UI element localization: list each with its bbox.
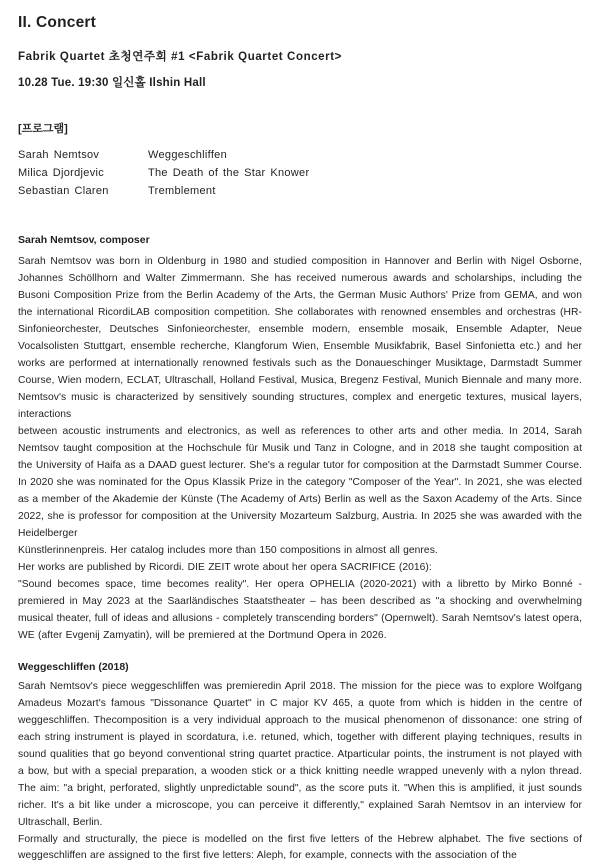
composer-bio-paragraph: Sarah Nemtsov was born in Oldenburg in 1980 and studied composition in Hannover and Berlin with Nigel Osborne, Johannes Schöllhorn and Walter Zimmermann. She has received numerous awards and scholarships, including the Busoni Composition Prize from the Berlin Academy of the Arts, the German Music Authors' Prize from GEMA, and won the international RicordiLAB composition competition. She collaborates with renowned ensembles and orchestras (HR-Sinfonieorchester, Deutsches Sinfonieorchester, ensemble modern, ensemble mosaik, Ensemble Adapter, Neue Vocalsolisten Stuttgart, ensemble recherche, Klangforum Wien, Ensemble Musikfabrik, Basel Sinfonietta etc.) and her works are performed at internationally renowned festivals such as the Donaueschinger Musiktage, Darmstadt Summer Course, Wien modern, ECLAT, Ultraschall, Holland Festival, Musica, Bregenz Festival, Munich Biennale and many more. Nemtsov's music is characterized by sensitively sounding structures, complex and energetic textures, musical layers, interactions bbox=[18, 254, 582, 424]
page-title: II. Concert bbox=[18, 14, 582, 32]
composer-bio-paragraph: "Sound becomes space, time becomes reality". Her opera OPHELIA (2020-2021) with a libretto by Mirko Bonné - premiered in May 2023 at the Saarländisches Staatstheater – has been described as "a shocking and overwhelming musical theater, full of ideas and allusions - completely transcending borders" (Opernwelt). Sarah Nemtsov's latest opera, WE (after Evgenij Zamyatin), will be premiered at the Dortmund Opera in 2026. bbox=[18, 577, 582, 645]
table-row bbox=[18, 164, 582, 182]
work-paragraph: Sarah Nemtsov's piece weggeschliffen was premieredin April 2018. The mission for the piece was to explore Wolfgang Amadeus Mozart's famous "Dissonance Quartet" in C major KV 465, a quote from which is hidden in the centre of weggeschliffen. Thecomposition is a very individual approach to the musical phenomenon of dissonance: one string of each string instrument is played in scordatura, i.e. retuned, which, together with different playing techniques, results in sound qualities that go beyond conventional string quartet practice. Atparticular points, the instrument is not played with a bow, but with a special preparation, a wooden stick or a thick knitting needle wrapped unevenly with a nylon thread. The aim: "a bright, perforated, slightly unpredictable sound", as the score puts it. "When this is amplified, it just sounds richer. It's a bit like under a microscope, you can perceive it differently," explained Sarah Nemtsov in an interview for Ultraschall, Berlin. bbox=[18, 679, 582, 832]
composer-bio-paragraph: Künstlerinnenpreis. Her catalog includes more than 150 compositions in almost all genres. bbox=[18, 543, 582, 560]
concert-title: Fabrik Quartet 초청연주회 #1 <Fabrik Quartet Concert> bbox=[18, 48, 582, 64]
program-composer: Sarah Nemtsov bbox=[18, 146, 148, 164]
composer-bio-paragraph: between acoustic instruments and electronics, as well as references to other arts and other media. In 2014, Sarah Nemtsov taught composition at the Hochschule für Musik und Tanz in Cologne, and in 2018 she taught composition at the University of Haifa as a DAAD guest lecturer. She's a regular tutor for composition at the Darmstadt Summer Course. In 2020 she was nominated for the Opus Klassik Prize in the category "Composer of the Year". In 2021, she was elected as a member of the Akademie der Künste (The Academy of Arts) Berlin as well as the Saxon Academy of the Arts. Since 2022, she is professor for composition at the University Mozarteum Salzburg, Austria. In 2025 she was awarded with the Heidelberger bbox=[18, 424, 582, 543]
program-composer: Milica Djordjevic bbox=[18, 164, 148, 182]
table-row bbox=[18, 182, 582, 200]
work-paragraph: Formally and structurally, the piece is modelled on the first five letters of the Hebrew alphabet. The five sections of weggeschliffen are assigned to the first five letters: Aleph, for example, connects with the association of the bbox=[18, 832, 582, 865]
program-work: Weggeschliffen bbox=[148, 146, 582, 164]
composer-bio-paragraph: Her works are published by Ricordi. DIE ZEIT wrote about her opera SACRIFICE (2016): bbox=[18, 560, 582, 577]
concert-datetime: 10.28 Tue. 19:30 일신홀 Ilshin Hall bbox=[18, 74, 582, 90]
program-heading: [프로그램] bbox=[18, 120, 582, 136]
program-work: Tremblement bbox=[148, 182, 582, 200]
work-heading: Weggeschliffen (2018) bbox=[18, 661, 582, 673]
program-composer: Sebastian Claren bbox=[18, 182, 148, 200]
program-work: The Death of the Star Knower bbox=[148, 164, 582, 182]
composer-bio-heading: Sarah Nemtsov, composer bbox=[18, 234, 582, 246]
program-table bbox=[18, 146, 582, 200]
table-row bbox=[18, 146, 582, 164]
